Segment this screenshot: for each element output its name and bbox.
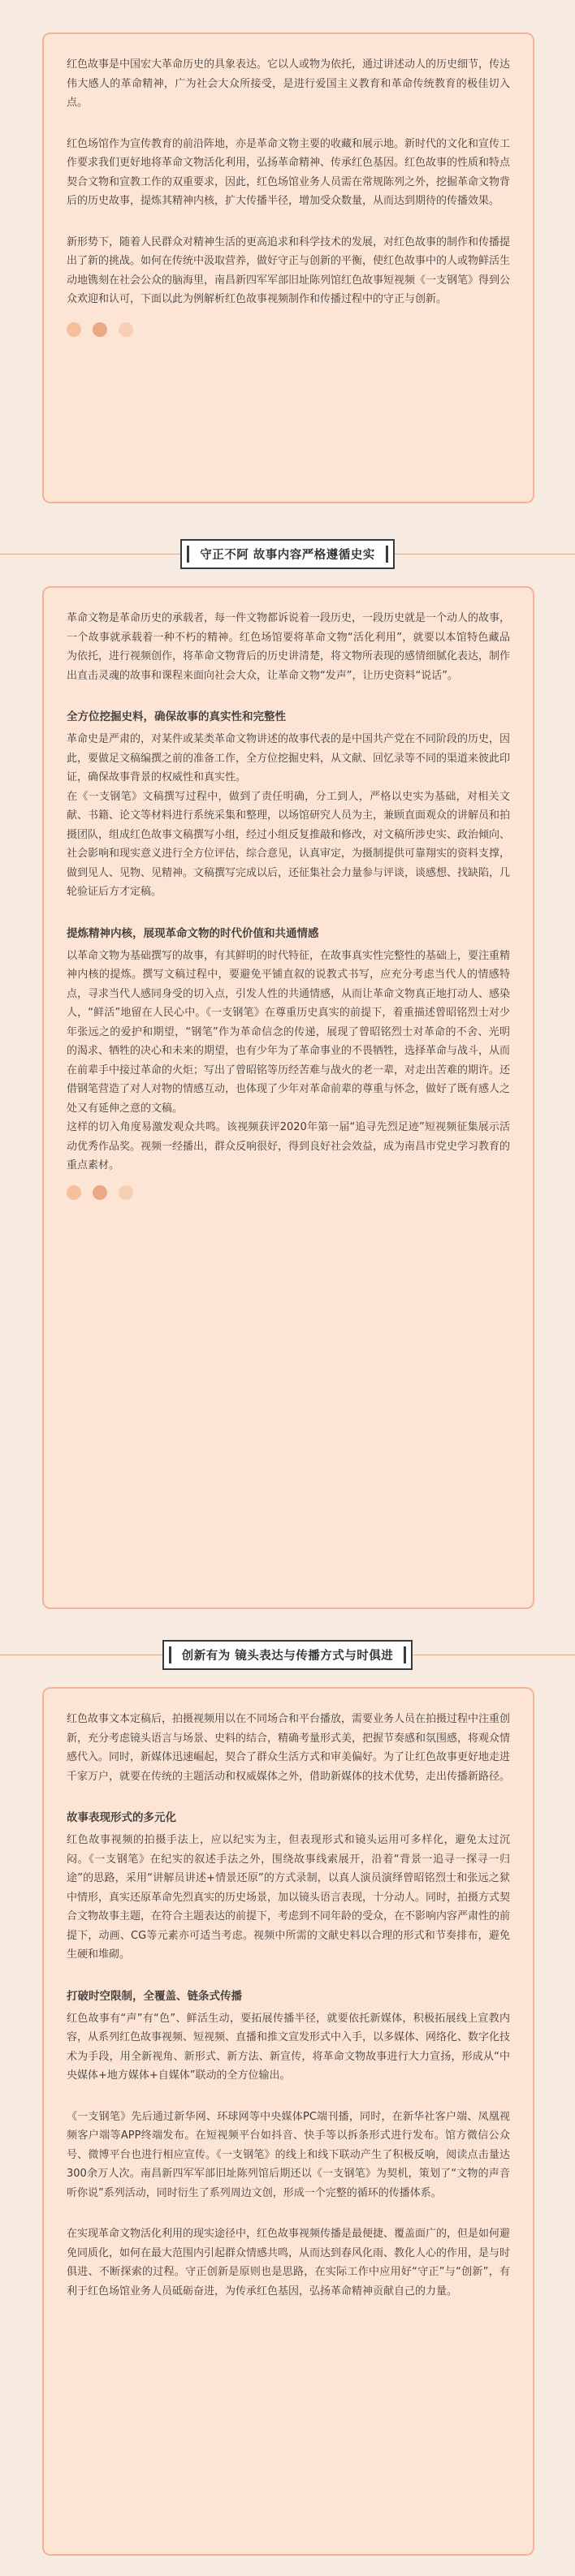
dot-icon [93,1185,107,1200]
dot-icon [93,322,107,337]
section1-paragraph: 革命史是严肃的，对某件或某类革命文物讲述的故事代表的是中国共产党在不同阶段的历史，因此，要做足文稿编撰之前的准备工作，全方位挖掘史料，从文献、回忆录等不同的渠道来彼此印证，确保故事背景的权威性和真实性。 [67,733,511,783]
section1-paragraph: 以革命文物为基础撰写的故事，有其鲜明的时代特征，在故事真实性完整性的基础上，要注重精神内核的提炼。撰写文稿过程中，要避免平铺直叙的说教式书写，应充分考虑当代人的情感特点，寻求当代人感同身受的切入点，引发人性的共通情感，从而让革命文物真正地打动人、感染人，“鲜活”地留在人民心中。《一支钢笔》在尊重历史真实的前提下，着重描述曾昭铭烈士对少年张远之的爱护和期望，“钢笔”作为革命信念的传递，展现了曾昭铭烈士对革命的不舍、光明的渴求、牺牲的决心和未来的期望，也有少年为了革命事业的不畏牺牲，选择革命与战斗，从而在前辈手中接过革命的火炬；写出了曾昭铭等历经苦难与战火的老一辈，对走出苦难的期许。还借钢笔营造了对人对物的情感互动，也体现了少年对革命前辈的尊重与怀念，做好了既有感人之处又有延伸之意的文稿。 [67,949,511,1115]
decorative-dots [67,1185,510,1200]
dot-icon [67,322,81,337]
section-title-1 [0,537,575,570]
intro-card [42,32,534,503]
decorative-dots [67,322,510,337]
intro-paragraph: 新形势下，随着人民群众对精神生活的更高追求和科学技术的发展，对红色故事的制作和传播提出了新的挑战。如何在传统中汲取营养，做好守正与创新的平衡，使红色故事中的人或物鲜活生动地镌刻在社会公众的脑海里，南昌新四军军部旧址陈列馆红色故事短视频《一支钢笔》得到公众欢迎和认可，下面以此为例解析红色故事视频制作和传播过程中的守正与创新。 [67,235,511,305]
section-heading: 创新有为 镜头表达与传播方式与时俱进 [162,1640,413,1670]
section-heading: 守正不阿 故事内容严格遵循史实 [180,539,395,569]
section-title-2 [0,1638,575,1671]
subheading: 打破时空限制，全覆盖、链条式传播 [67,1989,242,2003]
section1-paragraph: 革命文物是革命历史的承载者，每一件文物都诉说着一段历史，一段历史就是一个动人的故事，一个故事就承载着一种不朽的精神。红色场馆要将革命文物“活化利用”，就要以本馆特色藏品为依托，进行视频创作，将革命文物背后的历史讲清楚，将文物所表现的感情细腻化表达，制作出直击灵魂的故事和课程来面向社会大众，让革命文物“发声”，让历史资料“说话”。 [67,612,511,682]
section2-paragraph: 在实现革命文物活化利用的现实途径中，红色故事视频传播是最便捷、覆盖面广的，但是如何避免同质化，如何在最大范围内引起群众情感共鸣，从而达到春风化雨、教化人心的作用，是与时俱进、不断探索的过程。守正创新是原则也是思路，在实际工作中应用好“守正”与“创新”，有利于红色场馆业务人员砥砺奋进，为传承红色基因，弘扬革命精神贡献自己的力量。 [67,2228,511,2298]
section2-paragraph: 《一支钢笔》先后通过新华网、环球网等中央媒体PC端刊播，同时，在新华社客户端、凤凰视频客户端等APP终端发布。在短视频平台如抖音、快手等以拆条形式进行发布。馆方微信公众号、微博平台也进行相应宣传。《一支钢笔》的线上和线下联动产生了积极反响，阅读点击量达300余万人次。南昌新四军军部旧址陈列馆后期还以《一支钢笔》为契机，策划了“文物的声音听你说”系列活动，同时衍生了系列周边文创，形成一个完整的循环的传播体系。 [67,2110,510,2199]
dot-icon [119,1185,133,1200]
section2-paragraph: 红色故事视频的拍摄手法上，应以纪实为主，但表现形式和镜头运用可多样化，避免太过沉闷。《一支钢笔》在纪实的叙述手法之外，围绕故事线索展开，沿着“背景一追寻一探寻一归途”的思路，采用“讲解员讲述+情景还原”的方式录制，以真人演员演绎曾昭铭烈士和张远之狱中情形，真实还原革命先烈真实的历史场景，加以镜头语言表现，十分动人。同时，拍摄方式契合文物故事主题，在符合主题表达的前提下，考虑到不同年龄的受众，在不影响内容严肃性的前提下，动画、CG等元素亦可适当考虑。视频中所需的文献史料以合理的形式和节奏排布，避免生硬和堆砌。 [67,1834,511,1961]
section1-paragraph: 这样的切入角度易激发观众共鸣。该视频获评2020年第一届“追寻先烈足迹”短视频征集展示活动优秀作品奖。视频一经播出，群众反响很好，得到良好社会效益，成为南昌市党史学习教育的重点素材。 [67,1121,511,1171]
subheading: 全方位挖掘史料，确保故事的真实性和完整性 [67,710,286,723]
dot-icon [119,322,133,337]
section2-card [42,1687,534,2556]
intro-paragraph: 红色故事是中国宏大革命历史的具象表达。它以人或物为依托，通过讲述动人的历史细节，传达伟大感人的革命精神，广为社会大众所接受，是进行爱国主义教育和革命传统教育的极佳切入点。 [67,58,511,109]
section2-paragraph: 红色故事文本定稿后，拍摄视频用以在不同场合和平台播放，需要业务人员在拍摄过程中注重创新，充分考虑镜头语言与场景、史料的结合，精确考量形式美，把握节奏感和氛围感，将观众情感代入。同时，新媒体迅速崛起，契合了群众生活方式和审美偏好。为了让红色故事更好地走进千家万户，就要在传统的主题活动和权威媒体之外，借助新媒体的技术优势，走出传播新路径。 [67,1713,511,1783]
section2-paragraph: 红色故事有“声”有“色”、鲜活生动，要拓展传播半径，就要依托新媒体，积极拓展线上宣教内容，从系列红色故事视频、短视频、直播和推文宣发形式中入手，以多媒体、网络化、数字化技术为手段，用全新视角、新形式、新方法、新宣传，将革命文物故事进行大力宣扬，形成从“中央媒体+地方媒体+自媒体”联动的全方位输出。 [67,2012,511,2082]
section1-card [42,586,534,1609]
intro-paragraph: 红色场馆作为宣传教育的前沿阵地，亦是革命文物主要的收藏和展示地。新时代的文化和宣传工作要求我们更好地将革命文物活化利用，弘扬革命精神、传承红色基因。红色故事的性质和特点契合文物和宣教工作的双重要求，因此，红色场馆业务人员需在常规陈列之外，挖掘革命文物背后的历史故事，提炼其精神内核，扩大传播半径，增加受众数量，从而达到期待的传播效果。 [67,137,511,207]
subheading: 提炼精神内核，展现革命文物的时代价值和共通情感 [67,926,319,940]
subheading: 故事表现形式的多元化 [67,1811,176,1824]
section1-paragraph: 在《一支钢笔》文稿撰写过程中，做到了责任明确，分工到人，严格以史实为基础，对相关文献、书籍、论文等材料进行系统采集和整理，以场馆研究人员为主，兼顾直面观众的讲解员和拍摄团队，组成红色故事文稿撰写小组，经过小组反复推敲和修改，对文稿所涉史实、政治倾向、社会影响和现实意义进行全方位评估，综合意见，认真审定，为摄制提供可靠翔实的资料支撑，做到见人、见物、见精神。文稿撰写完成以后，还征集社会力量参与评谈，谈感想、找缺陷，几轮验证后方才定稿。 [67,790,511,898]
dot-icon [67,1185,81,1200]
